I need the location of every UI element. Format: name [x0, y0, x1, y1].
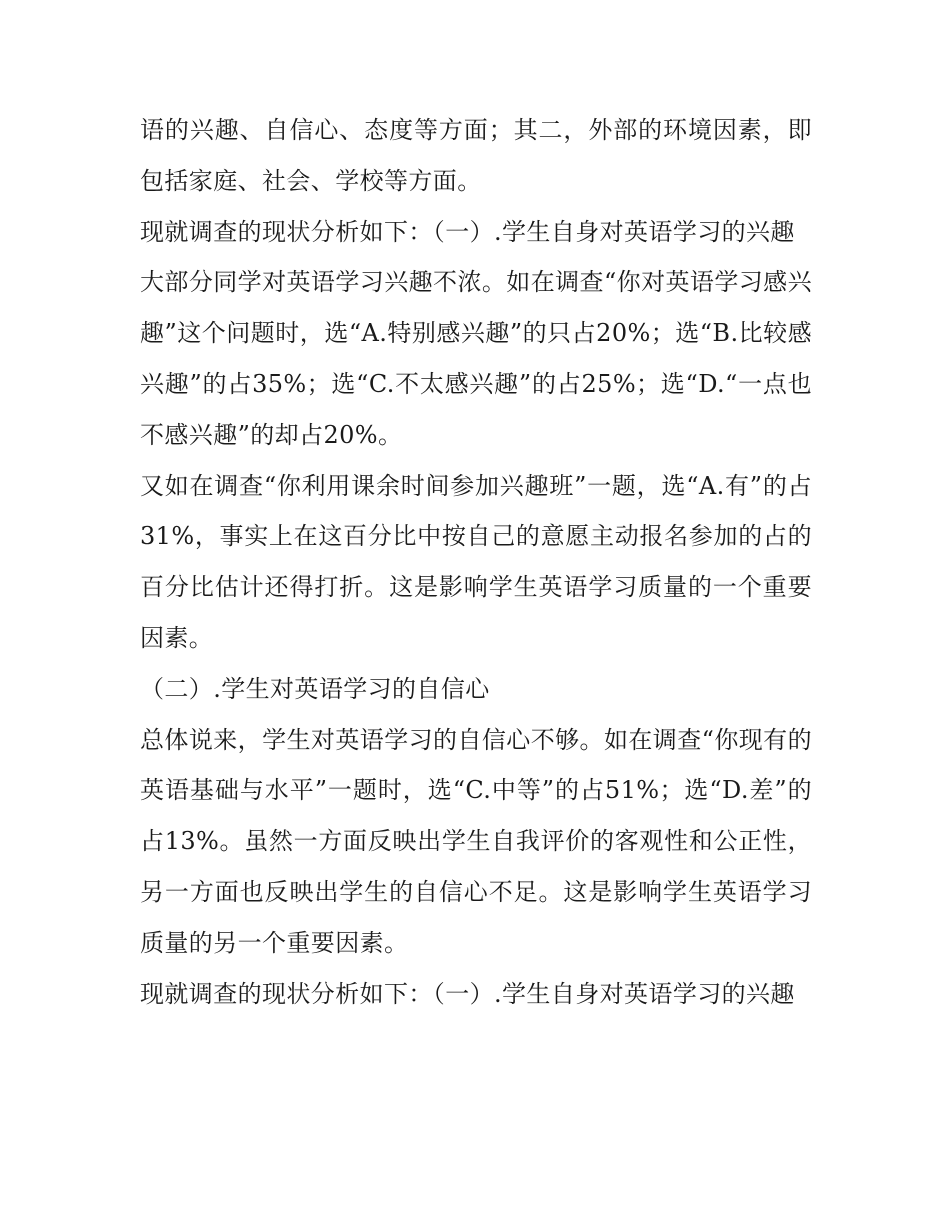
paragraph-interest-factors: 语的兴趣、自信心、态度等方面；其二，外部的环境因素，即包括家庭、社会、学校等方面。: [140, 116, 812, 195]
paragraph-interest-survey: 大部分同学对英语学习兴趣不浓。如在调查“你对英语学习感兴趣”这个问题时，选“A.特别感兴趣”的只占20%；选“B.比较感兴趣”的占35%；选“C.不太感兴趣”的占25%；选“D.“一点也不感兴趣”的却占20%。: [140, 268, 812, 449]
paragraph-analysis-heading-1: 现就调查的现状分析如下：（一）.学生自身对英语学习的兴趣: [140, 217, 795, 246]
paragraph-interest-class-survey: 又如在调查“你利用课余时间参加兴趣班”一题，选“A.有”的占31%，事实上在这百分比中按自己的意愿主动报名参加的占的百分比估计还得打折。这是影响学生英语学习质量的一个重要因素。: [140, 471, 812, 652]
paragraph-confidence-heading: （二）.学生对英语学习的自信心: [140, 674, 490, 703]
document-body: [140, 105, 812, 1019]
paragraph-analysis-heading-2: 现就调查的现状分析如下：（一）.学生自身对英语学习的兴趣: [140, 979, 795, 1008]
paragraph-confidence-survey: 总体说来，学生对英语学习的自信心不够。如在调查“你现有的英语基础与水平”一题时，选“C.中等”的占51%；选“D.差”的占13%。虽然一方面反映出学生自我评价的客观性和公正性，另一方面也反映出学生的自信心不足。这是影响学生英语学习质量的另一个重要因素。: [140, 725, 812, 957]
